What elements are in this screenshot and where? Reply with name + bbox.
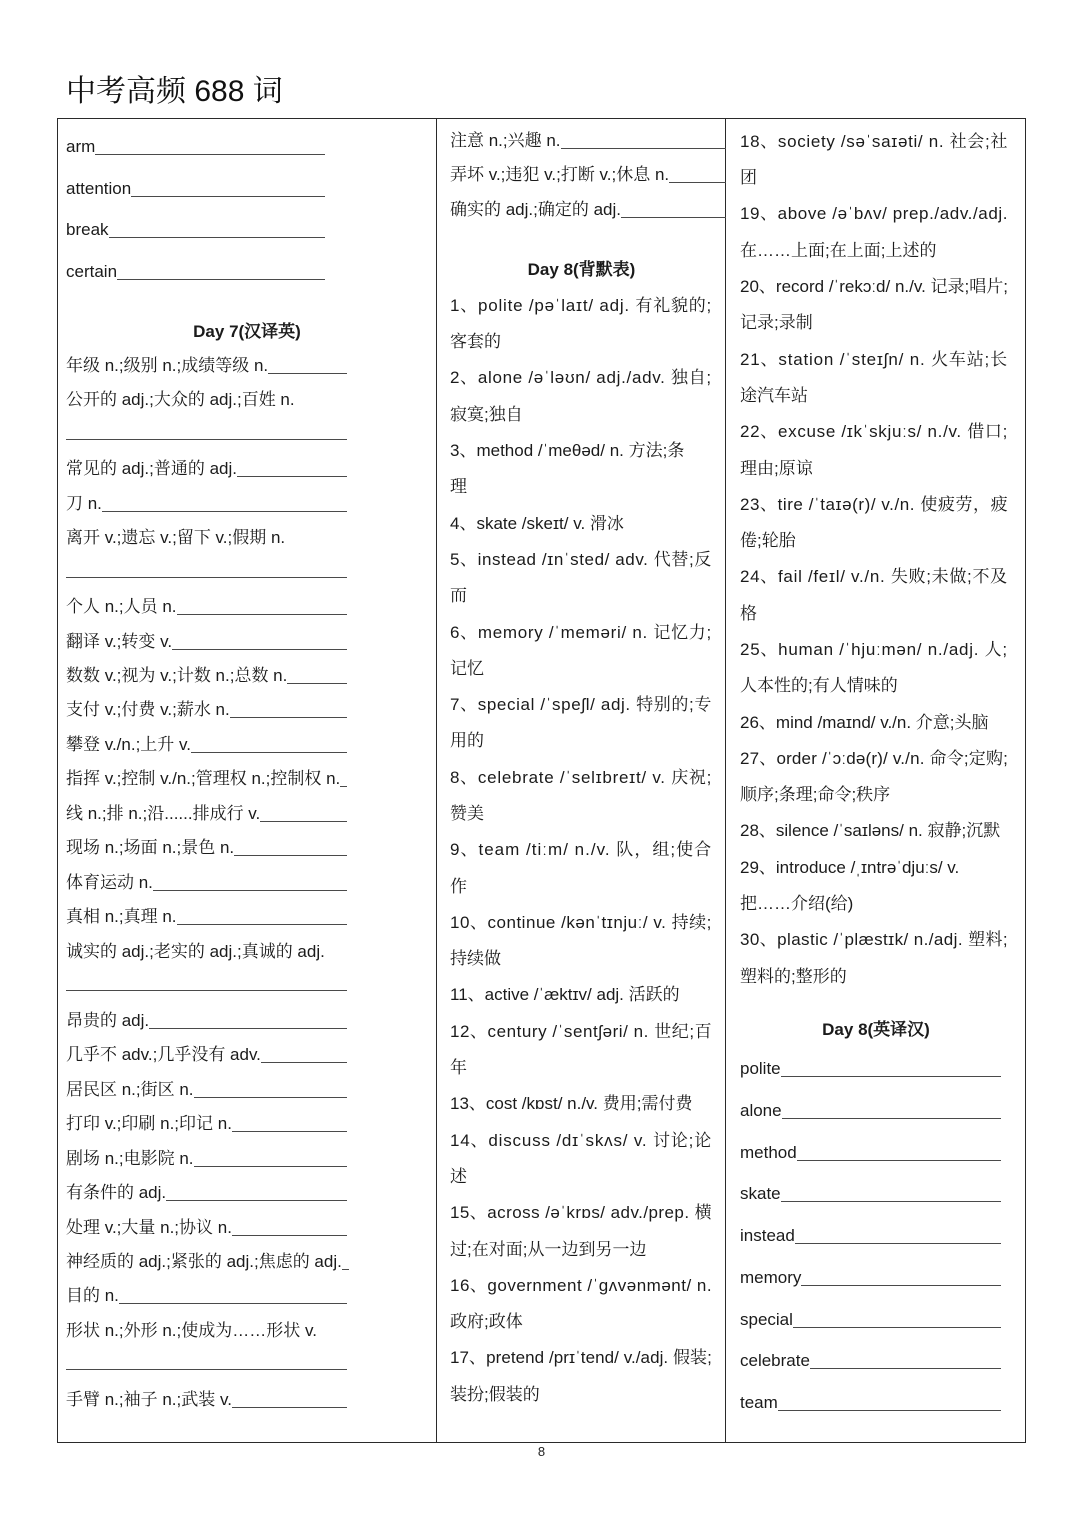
day7-heading: Day 7(汉译英)	[193, 322, 301, 341]
answer-line-row	[66, 556, 347, 590]
day8-entry-line: 理	[450, 477, 467, 497]
day8-entry-line: 19、above /əˈbʌv/ prep./adv./adj.	[740, 204, 1009, 224]
day8-entry-line: 政府;政体	[450, 1312, 523, 1332]
answer-blank	[109, 225, 325, 238]
day7-prompt: 公开的 adj.;大众的 adj.;百姓 n.	[66, 390, 295, 410]
day8-entry-line: 2、alone /əˈləʊn/ adj./adv. 独自;	[450, 368, 712, 388]
day7-prompt: 形状 n.;外形 n.;使成为……形状 v.	[66, 1320, 317, 1340]
day7-prompt: 诚实的 adj.;老实的 adj.;真诚的 adj.	[66, 941, 325, 961]
day7-prompt: 常见的 adj.;普通的 adj.	[66, 459, 237, 479]
day8-en-heading: Day 8(英译汉)	[822, 1020, 930, 1039]
word-row	[66, 251, 325, 293]
day7-prompt-row	[66, 797, 347, 831]
day8-en-word: method	[740, 1142, 797, 1162]
day8-word-list-continued	[740, 124, 1008, 995]
answer-blank	[149, 1016, 347, 1029]
day8-en-row	[740, 1090, 1001, 1132]
day8-entry-line: 25、human /ˈhjuːmən/ n./adj. 人;	[740, 640, 1008, 659]
day8-entry-line: 21、station /ˈsteɪʃn/ n. 火车站;长	[740, 349, 1008, 369]
day8-entry-line: 人本性的;有人情味的	[740, 676, 898, 696]
day7-prompt-row	[66, 900, 347, 934]
day8-entry	[740, 342, 1008, 415]
day8-entry-line: 20、record /ˈrekɔːd/ n./v. 记录;唱片;	[740, 277, 1008, 297]
day7-prompt: 个人 n.;人员 n.	[66, 597, 177, 617]
day8-entry-line: 3、method /ˈmeθəd/ n. 方法;条	[450, 441, 685, 461]
day7-prompt-row	[66, 762, 347, 796]
day7-prompt: 攀登 v./n.;上升 v.	[66, 734, 191, 754]
column-1	[57, 0, 437, 1443]
day8-entry-line: 倦;轮胎	[740, 531, 796, 551]
day8-entry	[740, 124, 1008, 197]
day8-entry-line: 塑料的;整形的	[740, 966, 847, 986]
answer-blank	[669, 170, 726, 183]
day8-entry-line: 过;在对面;从一边到另一边	[450, 1239, 647, 1259]
answer-blank	[232, 1395, 347, 1408]
day7-prompt: 确实的 adj.;确定的 adj.	[450, 199, 621, 219]
answer-blank	[117, 267, 325, 280]
day7-prompt-row	[66, 1176, 347, 1210]
day7-prompt: 剧场 n.;电影院 n.	[66, 1148, 194, 1168]
day8-en-word: special	[740, 1309, 793, 1329]
answer-blank	[561, 136, 726, 149]
answer-blank	[237, 464, 347, 477]
word-row	[66, 168, 325, 210]
answer-blank	[102, 499, 347, 512]
day8-entry	[740, 705, 1008, 741]
day7-prompt-row	[66, 1279, 347, 1313]
day8-entry	[740, 741, 1008, 814]
day8-entry	[450, 1014, 712, 1087]
day7-prompt: 几乎不 adv.;几乎没有 adv.	[66, 1045, 261, 1065]
answer-blank	[801, 1273, 1001, 1286]
day8-entry	[740, 559, 1008, 632]
day7-prompt: 真相 n.;真理 n.	[66, 907, 177, 927]
answer-blank	[778, 1398, 1001, 1411]
day7-prompt-row	[66, 349, 347, 383]
day8-en-row	[740, 1215, 1001, 1257]
day8-entry	[450, 687, 712, 760]
day8-entry-line: 26、mind /maɪnd/ v./n. 介意;头脑	[740, 712, 989, 732]
day8-en-word: memory	[740, 1267, 802, 1287]
day7-prompt-row	[66, 1038, 347, 1072]
answer-blank	[166, 1188, 347, 1201]
day8-en-row	[740, 1382, 1001, 1424]
day7-prompt: 有条件的 adj.	[66, 1183, 167, 1203]
day8-entry-line: 5、instead /ɪnˈsted/ adv. 代替;反	[450, 549, 712, 569]
answer-blank	[66, 577, 347, 578]
answer-blank	[191, 740, 347, 753]
day8-entry-line: 记忆	[450, 658, 484, 678]
answer-blank	[781, 1064, 1001, 1077]
day8-entry	[450, 360, 712, 433]
answer-line-row	[66, 1348, 347, 1382]
day8-entry-line: 持续做	[450, 949, 501, 969]
day8-entry	[740, 269, 1008, 342]
day8-entry-line: 6、memory /ˈmeməri/ n. 记忆力;	[450, 622, 712, 642]
day7-prompt-row	[66, 1004, 347, 1038]
day8-entry	[450, 615, 712, 688]
column-3	[726, 0, 1026, 1443]
day8-entry	[740, 850, 1008, 923]
day7-prompt: 年级 n.;级别 n.;成绩等级 n.	[66, 355, 269, 375]
day8-entry-line: 11、active /ˈæktɪv/ adj. 活跃的	[450, 985, 680, 1005]
day7-prompt-row	[450, 158, 726, 193]
day8-entry-line: 顺序;条理;命令;秩序	[740, 785, 891, 805]
day7-prompt-row	[450, 193, 726, 228]
day7-prompt-row	[66, 452, 347, 486]
day8-en-word: team	[740, 1393, 778, 1413]
day8-entry-line: 格	[740, 603, 757, 623]
day8-entry	[740, 196, 1008, 269]
day8-entry	[450, 1086, 712, 1122]
day7-prompt: 打印 v.;印刷 n.;印记 n.	[66, 1114, 232, 1134]
answer-blank	[782, 1106, 1001, 1119]
day7-prompt-row	[66, 1107, 347, 1141]
day8-entry	[450, 1340, 712, 1413]
day7-prompt: 手臂 n.;袖子 n.;武装 v.	[66, 1389, 232, 1409]
answer-blank	[797, 1148, 1001, 1161]
answer-blank	[260, 809, 347, 822]
answer-blank	[287, 671, 347, 684]
day7-prompt-row	[66, 1314, 347, 1348]
day8-entry	[450, 288, 712, 361]
day8-entry	[740, 414, 1008, 487]
day8-entry-line: 客套的	[450, 332, 501, 352]
answer-blank	[119, 1291, 347, 1304]
day7-prompt-row	[66, 1073, 347, 1107]
day8-entry	[450, 905, 712, 978]
day8-entry-line: 12、century /ˈsentʃəri/ n. 世纪;百	[450, 1021, 713, 1041]
day7-prompt-row	[66, 693, 347, 727]
day8-entry-line: 4、skate /skeɪt/ v. 滑冰	[450, 513, 624, 533]
day8-entry	[450, 1268, 712, 1341]
answer-blank	[621, 205, 726, 218]
day7-prompt-row	[66, 866, 347, 900]
day8-word-list	[450, 288, 712, 1413]
page-number: 8	[537, 1444, 546, 1459]
answer-blank	[234, 843, 347, 856]
answer-blank	[172, 637, 347, 650]
day7-prompt: 注意 n.;兴趣 n.	[450, 130, 561, 150]
answer-blank	[194, 1154, 347, 1167]
answer-blank	[230, 705, 347, 718]
day8-en-word: polite	[740, 1059, 781, 1079]
day7-prompt-row	[66, 625, 347, 659]
day8-entry-line: 27、order /ˈɔːdə(r)/ v./n. 命令;定购;	[740, 748, 1009, 768]
day8-entry-line: 1、polite /pəˈlaɪt/ adj. 有礼貌的;	[450, 295, 713, 315]
day8-entry-line: 15、across /əˈkrɒs/ adv./prep. 横	[450, 1203, 713, 1223]
day8-entry-line: 13、cost /kɒst/ n./v. 费用;需付费	[450, 1094, 693, 1114]
day7-prompt: 昂贵的 adj.	[66, 1010, 150, 1030]
day8-entry-line: 23、tire /ˈtaɪə(r)/ v./n. 使疲劳，疲	[740, 494, 1009, 514]
day8-entry-line: 14、discuss /dɪˈskʌs/ v. 讨论;论	[450, 1130, 713, 1150]
answer-blank	[95, 142, 325, 155]
day7-prompt-row	[66, 1142, 347, 1176]
answer-blank	[795, 1231, 1001, 1244]
answer-blank	[66, 990, 347, 991]
day8-entry-line: 年	[450, 1058, 467, 1078]
answer-line-row	[66, 969, 347, 1003]
column-2	[437, 0, 726, 1443]
day8-en-row	[740, 1048, 1001, 1090]
day7-prompt-row	[66, 1383, 347, 1417]
day8-entry	[450, 1123, 712, 1196]
day8-entry-line: 在……上面;在上面;上述的	[740, 240, 937, 260]
day7-prompt: 离开 v.;遗忘 v.;留下 v.;假期 n.	[66, 528, 286, 548]
answer-blank	[261, 1050, 347, 1063]
day8-entry-line: 30、plastic /ˈplæstɪk/ n./adj. 塑料;	[740, 930, 1009, 950]
day7-prompt-row	[66, 1245, 347, 1279]
day7-prompt: 弄坏 v.;违犯 v.;打断 v.;休息 n.	[450, 165, 670, 185]
day8-entry	[450, 760, 712, 833]
day7-prompt-row	[66, 659, 347, 693]
day8-entry-line: 述	[450, 1166, 467, 1186]
day8-entry-line: 10、continue /kənˈtɪnjuː/ v. 持续;	[450, 912, 712, 932]
day8-entry-line: 理由;原谅	[740, 458, 813, 478]
day8-entry	[450, 506, 712, 542]
day8-en-word: alone	[740, 1100, 782, 1120]
day8-en-word-list	[740, 1048, 1001, 1424]
answer-blank	[342, 1257, 349, 1270]
day7-prompt: 支付 v.;付费 v.;薪水 n.	[66, 700, 230, 720]
day8-entry	[740, 813, 1008, 849]
day8-entry-line: 用的	[450, 731, 484, 751]
day7-prompt-row	[66, 487, 347, 521]
day8-entry-line: 24、fail /feɪl/ v./n. 失败;未做;不及	[740, 567, 1008, 587]
answer-blank	[810, 1356, 1001, 1369]
answer-blank	[340, 774, 347, 787]
answer-blank	[66, 1369, 347, 1370]
day7-prompt-row	[66, 935, 347, 969]
answer-blank	[177, 602, 347, 615]
day7-prompt-row	[66, 383, 347, 417]
day8-en-row	[740, 1173, 1001, 1215]
day7-prompt-row	[66, 521, 347, 555]
day8-entry	[450, 977, 712, 1013]
previous-day-word-list	[66, 126, 325, 293]
day7-prompt: 处理 v.;大量 n.;协议 n.	[66, 1217, 232, 1237]
word: break	[66, 220, 109, 240]
day7-prompt: 翻译 v.;转变 v.	[66, 631, 173, 651]
day8-entry-line: 寂寞;独自	[450, 404, 523, 424]
day8-entry-line: 装扮;假装的	[450, 1384, 540, 1404]
day8-en-row	[740, 1132, 1001, 1174]
day8-entry	[450, 832, 712, 905]
day7-prompt: 数数 v.;视为 v.;计数 n.;总数 n.	[66, 666, 288, 686]
word-row	[66, 209, 325, 251]
day7-prompt: 居民区 n.;街区 n.	[66, 1079, 194, 1099]
day8-en-word: celebrate	[740, 1351, 810, 1371]
day8-entry-line: 把……介绍(给)	[740, 894, 854, 914]
day8-entry-line: 赞美	[450, 804, 484, 823]
day8-entry-line: 途汽车站	[740, 385, 808, 405]
day8-en-row	[740, 1340, 1001, 1382]
day8-en-row	[740, 1299, 1001, 1341]
day7-prompt-row	[66, 831, 347, 865]
answer-blank	[194, 1085, 347, 1098]
day7-prompt: 指挥 v.;控制 v./n.;管理权 n.;控制权 n.	[66, 769, 341, 789]
word-row	[66, 126, 325, 168]
day8-entry-line: 17、pretend /prɪˈtend/ v./adj. 假装;	[450, 1348, 712, 1368]
day8-entry	[740, 922, 1008, 995]
day8-entry	[740, 632, 1008, 705]
day7-prompt-list	[66, 349, 347, 1418]
day8-entry-line: 16、government /ˈɡʌvənmənt/ n.	[450, 1275, 713, 1295]
answer-blank	[177, 912, 347, 925]
answer-blank	[232, 1119, 347, 1132]
answer-blank	[793, 1315, 1001, 1328]
day8-entry-line: 22、excuse /ɪkˈskjuːs/ n./v. 借口;	[740, 422, 1009, 442]
day7-prompt: 目的 n.	[66, 1286, 119, 1306]
day7-prompt: 现场 n.;场面 n.;景色 n.	[66, 838, 235, 858]
day8-entry-line: 团	[740, 168, 757, 188]
day7-prompt-row	[66, 590, 347, 624]
day8-entry	[450, 542, 712, 615]
day7-prompt-row	[66, 1211, 347, 1245]
day8-entry-line: 7、special /ˈspeʃl/ adj. 特别的;专	[450, 695, 713, 715]
day7-prompt-row	[450, 124, 726, 159]
day8-entry-line: 记录;录制	[740, 313, 813, 333]
answer-blank	[268, 361, 347, 374]
day7-prompt: 线 n.;排 n.;沿......排成行 v.	[66, 803, 261, 823]
day8-entry	[450, 433, 712, 506]
day8-en-word: instead	[740, 1226, 795, 1246]
day8-en-row	[740, 1257, 1001, 1299]
day7-prompt-row	[66, 728, 347, 762]
answer-blank	[781, 1189, 1001, 1202]
day8-entry-line: 29、introduce /ˌɪntrəˈdjuːs/ v.	[740, 857, 960, 877]
day8-entry	[450, 1195, 712, 1268]
word: attention	[66, 178, 132, 198]
answer-blank	[66, 439, 347, 440]
answer-blank	[232, 1223, 347, 1236]
day7-prompt-list-continued	[450, 124, 726, 228]
day8-entry-line: 8、celebrate /ˈselɪbreɪt/ v. 庆祝;	[450, 767, 713, 787]
answer-line-row	[66, 418, 347, 452]
day7-prompt: 刀 n.	[66, 493, 102, 513]
day8-entry-line: 9、team /tiːm/ n./v. 队，组;使合	[450, 840, 713, 860]
day8-entry-line: 28、silence /ˈsaɪləns/ n. 寂静;沉默	[740, 821, 1001, 841]
day8-en-word: skate	[740, 1184, 781, 1204]
day8-entry-line: 而	[450, 586, 467, 606]
document-title: 中考高频 688 词	[66, 75, 283, 108]
day7-prompt: 神经质的 adj.;紧张的 adj.;焦虑的 adj.	[66, 1251, 342, 1271]
answer-blank	[153, 878, 347, 891]
word: arm	[66, 137, 96, 156]
day8-entry	[740, 487, 1008, 560]
answer-blank	[131, 184, 325, 197]
day8-entry-line: 18、society /səˈsaɪəti/ n. 社会;社	[740, 131, 1009, 151]
day8-entry-line: 作	[450, 876, 467, 896]
day8-heading: Day 8(背默表)	[527, 260, 636, 279]
day7-prompt: 体育运动 n.	[66, 872, 153, 892]
word: certain	[66, 262, 118, 282]
